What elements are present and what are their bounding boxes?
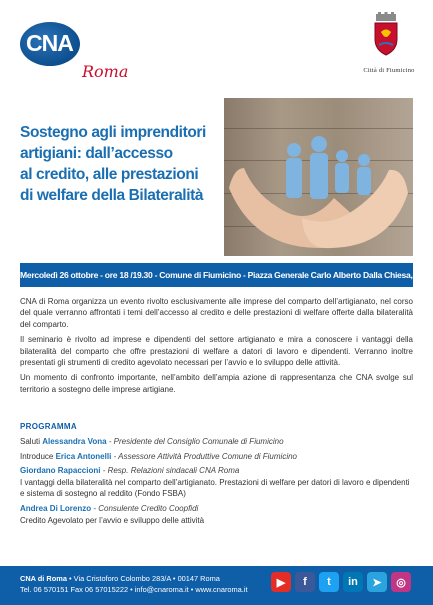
programma-item <box>20 465 413 500</box>
linkedin-icon[interactable]: in <box>343 572 363 592</box>
event-title <box>20 122 230 206</box>
title-line: di welfare della Bilateralità <box>20 187 204 204</box>
footer-address: • Via Cristoforo Colombo 283/A • 00147 Roma <box>66 574 220 583</box>
footer-brand: CNA di Roma <box>20 574 67 583</box>
programma-item <box>20 503 413 526</box>
description-paragraph: Il seminario è rivolto ad imprese e dipendenti del settore artigianato e mira a conoscere i vantaggi della bilateralità del comparto che offre prestazioni di welfare a datori di lavoro e dipendenti. Verranno inoltre presentati gli strumenti di credito agevolato necessari per l’avvio e lo sviluppo delle attività. <box>20 335 413 368</box>
programma-prefix: Introduce <box>20 451 56 461</box>
programma-list <box>20 436 413 529</box>
instagram-icon[interactable]: ◎ <box>391 572 411 592</box>
speaker-role: - Presidente del Consiglio Comunale di Fiumicino <box>106 437 284 446</box>
footer-phone-email: Tel. 06 570151 Fax 06 57015222 • info@cnaroma.it • www.cnaroma.it <box>20 585 248 594</box>
speaker-name: Alessandra Vona <box>42 437 107 446</box>
title-line: Sostegno agli imprenditori <box>20 124 206 141</box>
hands-illustration-icon <box>224 98 413 256</box>
footer <box>0 566 433 605</box>
speaker-role: - Consulente Credito Coopfidi <box>91 503 199 513</box>
facebook-icon[interactable]: f <box>295 572 315 592</box>
description-paragraph: Un momento di confronto importante, nell’ambito dell’ampia azione di rappresentanza che CNA svolge sul territorio a sostegno delle imprese artigiane. <box>20 373 413 394</box>
speaker-role: - Assessore Attività Produttive Comune di Fiumicino <box>111 451 297 461</box>
programma-heading: PROGRAMMA <box>20 422 77 431</box>
header <box>0 0 433 92</box>
programma-item <box>20 451 413 463</box>
speaker-name: Giordano Rapaccioni <box>20 466 101 476</box>
programma-item <box>20 436 413 448</box>
title-line: al credito, alle prestazioni <box>20 166 199 183</box>
talk-description: Credito Agevolato per l’avvio e sviluppo delle attività <box>20 515 205 525</box>
telegram-icon[interactable]: ➤ <box>367 572 387 592</box>
talk-description: I vantaggi della bilateralità nel comparto dell’artigianato. Prestazioni di welfare per datori di lavoro e dipendenti e sistema di sostegno al reddito (Fondo FSBA) <box>20 477 410 499</box>
programma-prefix: Saluti <box>20 437 43 446</box>
cna-logo-subtitle: Roma <box>82 62 129 81</box>
fiumicino-crest-icon <box>371 12 401 56</box>
footer-contacts <box>20 573 248 595</box>
cna-logo-text: CNA <box>26 30 73 56</box>
twitter-icon[interactable]: t <box>319 572 339 592</box>
description <box>20 296 413 399</box>
event-date-banner: Mercoledì 26 ottobre - ore 18 /19.30 - Comune di Fiumicino - Piazza Generale Carlo Alberto Dalla Chiesa, 78 <box>20 263 413 287</box>
speaker-name: Andrea Di Lorenzo <box>20 503 92 513</box>
speaker-name: Erica Antonelli <box>55 451 112 461</box>
youtube-icon[interactable]: ▶ <box>271 572 291 592</box>
hands-family-photo <box>224 98 413 256</box>
speaker-role: - Resp. Relazioni sindacali CNA Roma <box>100 466 240 476</box>
social-links <box>271 572 411 596</box>
title-line: artigiani: dall’accesso <box>20 145 173 162</box>
city-label: Città di Fiumicino <box>363 67 415 74</box>
description-paragraph: CNA di Roma organizza un evento rivolto esclusivamente alle imprese del comparto dell’artigianato, nel corso del quale verranno affrontati i temi dell’accesso al credito e delle prestazioni di welfare offerte dalla bilateralità del comparto. <box>20 297 413 329</box>
cna-roma-logo[interactable] <box>20 22 130 84</box>
